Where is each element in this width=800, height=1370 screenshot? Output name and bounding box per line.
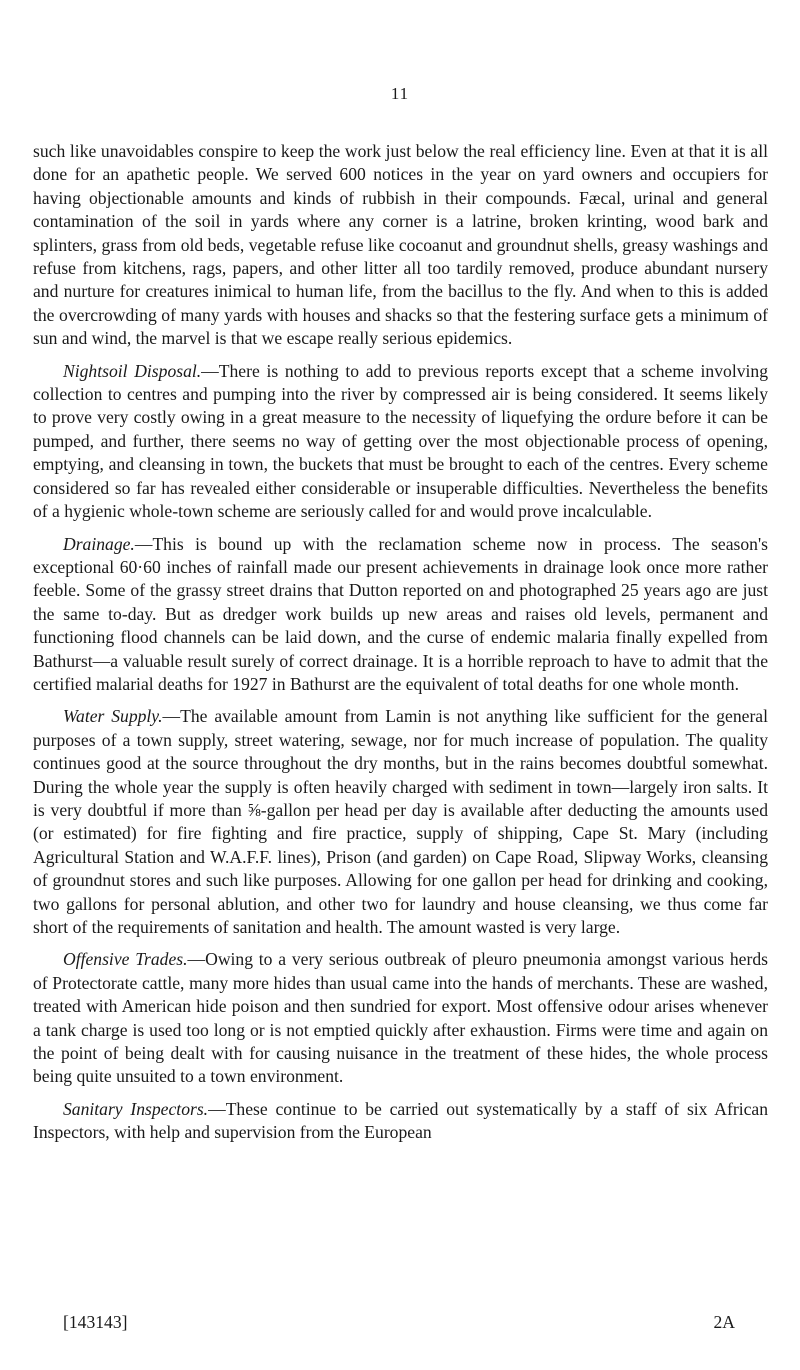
paragraph-text: such like unavoidables conspire to keep the work just below the real efficiency line. Even at that it is all done for an apathetic people. We served 600 notices in the year on yard owners and occupiers for having objectionable amounts and kinds of rubbish in their compounds. Fæcal, urinal and general contamination of the soil in yards where any corner is a latrine, broken krinting, wood bark and splinters, grass from old beds, vegetable refuse like cocoanut and groundnut shells, greasy washings and refuse from kitchens, rags, papers, and other litter all too tardily removed, produce abundant nursery and nurture for creatures inimical to human life, from the bacillus to the fly. And when to this is added the overcrowding of many yards with houses and shacks so that the festering surface gets a minimum of sun and wind, the marvel is that we escape really serious epidemics. [33,141,768,349]
paragraph-intro [33,140,768,351]
section-heading: Offensive Trades. [63,949,188,970]
print-code: [143143] [63,1312,128,1332]
paragraph-text: —This is bound up with the reclamation scheme now in process. The season's exceptional 60·60 inches of rainfall made our present achievements in drainage look once more rather feeble. Some of the grassy street drains that Dutton reported on and photographed 25 years ago are just the same to-day. But as dredger work builds up new areas and raises old levels, permanent and functioning flood channels can be laid down, and the curse of endemic malaria finally expelled from Bathurst—a valuable result surely of correct drainage. It is a horrible reproach to have to admit that the certified malarial deaths for 1927 in Bathurst are the equivalent of total deaths for one whole month. [33,533,768,694]
paragraph-drainage [33,533,768,697]
paragraph-text: —Owing to a very serious outbreak of pleuro pneumonia amongst various herds of Protectorate cattle, many more hides than usual came into the hands of merchants. These are washed, treated with American hide poison and then sundried for export. Most offensive odour arises whenever a tank charge is used too long or is not emptied quickly after exhaustion. Firms were time and again on the point of being dealt with for causing nuisance in the treatment of these hides, the whole process being quite unsuited to a town environment. [33,949,768,1087]
page-number: 11 [390,84,410,103]
paragraph-sanitary-inspectors [33,1098,768,1145]
signature-mark: 2A [713,1312,735,1332]
paragraph-nightsoil-disposal [33,360,768,524]
page-footer [63,1312,735,1333]
paragraph-text: —The available amount from Lamin is not anything like sufficient for the general purposes of a town supply, street watering, sewage, nor for much increase of population. The quality continues good at the source throughout the dry months, but in the rains becomes doubtful somewhat. During the whole year the supply is often heavily charged with sediment in town—largely iron salts. It is very doubtful if more than ⅝-gallon per head per day is available after deducting the amounts used (or estimated) for fire fighting and fire practice, supply of shipping, Cape St. Mary (including Agricultural Station and W.A.F.F. lines), Prison (and garden) on Cape Road, Slipway Works, cleansing of groundnut stores and such like purposes. Allowing for one gallon per head for drinking and cooking, two gallons for personal ablution, and other two for laundry and house cleansing, we thus come far short of the requirements of sanitation and health. The amount wasted is very large. [33,706,768,937]
paragraph-offensive-trades [33,948,768,1088]
section-heading: Water Supply. [63,706,163,727]
section-heading: Sanitary Inspectors. [63,1098,209,1119]
paragraph-text: —There is nothing to add to previous reports except that a scheme involving collection to centres and pumping into the river by compressed air is being considered. It seems likely to prove very costly owing in a great measure to the necessity of liquefying the ordure before it can be pumped, and further, there seems no way of getting over the most objectionable process of opening, emptying, and cleansing in town, the buckets that must be brought to each of the centres. Every scheme considered so far has revealed either considerable or insuperable difficulties. Nevertheless the benefits of a hygienic whole-town scheme are seriously called for and would prove incalculable. [33,360,768,522]
paragraph-water-supply [33,705,768,939]
paragraph-text: —These continue to be carried out systematically by a staff of six African Inspectors, with help and supervision from the European [33,1098,768,1143]
document-body [33,140,768,1154]
section-heading: Nightsoil Disposal. [63,360,202,381]
section-heading: Drainage. [63,533,135,554]
